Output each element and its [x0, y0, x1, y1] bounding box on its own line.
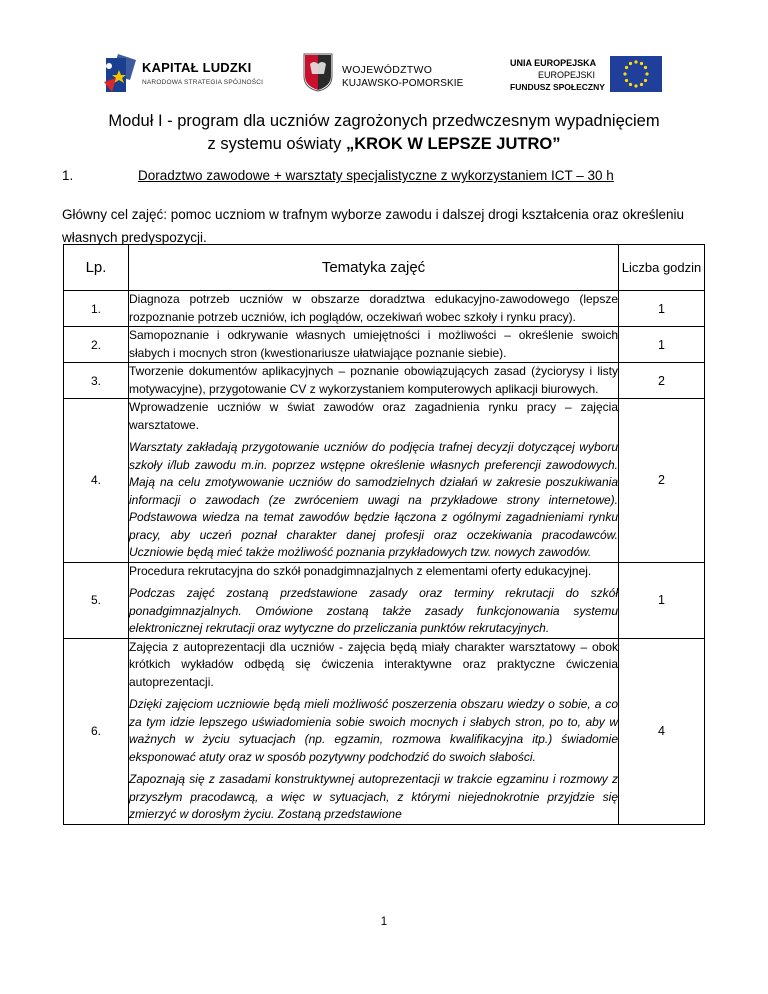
topic-title: Zajęcia z autoprezentacji dla uczniów - zajęcia będą miały charakter warsztatowy – obok krótkich wykładów odbędą się ćwiczenia interaktywne oraz praktyczne ćwiczenia autoprezentacji.: [129, 639, 618, 689]
title-line1: Moduł I - program dla uczniów zagrożonych przedwczesnym wypadnięciem: [108, 112, 660, 130]
wojewodztwo-line1: WOJEWÓDZTWO: [342, 64, 433, 76]
section-title: Doradztwo zawodowe + warsztaty specjalistyczne z wykorzystaniem ICT – 30 h: [138, 168, 614, 183]
topic-title: Tworzenie dokumentów aplikacyjnych – poznanie obowiązujących zasad (życiorysy i listy motywacyjne), przygotowanie CV z wykorzystaniem komputerowych aplikacji biurowych.: [129, 364, 618, 396]
topic-title: Samopoznanie i odkrywanie własnych umiejętności i możliwości – określenie swoich słabych i mocnych stron (kwestionariusze ułatwiające poznanie siebie).: [129, 328, 618, 360]
table-row: [64, 363, 705, 399]
row-lp: 5.: [64, 562, 129, 638]
topic-description: Zapoznają się z zasadami konstruktywnej autoprezentacji w trakcie egzaminu i rozmowy z przyszłym pracodawcą, a więc w sytuacjach, z którymi niejednokrotnie przyjdzie się zmierzyć w dorosłym życiu. Zostaną przedstawione: [129, 772, 618, 821]
topics-table: [63, 244, 705, 825]
row-topic: [129, 638, 619, 824]
goal-text: Główny cel zajęć: pomoc uczniom w trafnym wyborze zawodu i dalszej drogi kształcenia oraz określeniu własnych predyspozycji.: [62, 207, 685, 245]
header-logos: [0, 44, 768, 108]
topic-title: Procedura rekrutacyjna do szkół ponadgimnazjalnych z elementami oferty edukacyjnej.: [129, 563, 592, 578]
row-topic: [129, 399, 619, 563]
row-lp: 3.: [64, 363, 129, 399]
row-topic: [129, 327, 619, 363]
kapital-ludzki-subtitle: NARODOWA STRATEGIA SPÓJNOŚCI: [142, 79, 264, 86]
kapital-ludzki-emblem: [102, 52, 138, 96]
page-number: 1: [380, 916, 388, 928]
row-topic: [129, 562, 619, 638]
row-topic: [129, 291, 619, 327]
row-hours: 1: [619, 562, 705, 638]
topic-title: Wprowadzenie uczniów w świat zawodów oraz zagadnienia rynku pracy – zajęcia warsztatowe.: [129, 400, 618, 432]
row-hours: 1: [619, 327, 705, 363]
table-row: [64, 291, 705, 327]
document-title: [0, 110, 768, 156]
row-hours: 2: [619, 363, 705, 399]
table-row: [64, 638, 705, 824]
row-hours: 2: [619, 399, 705, 563]
row-lp: 2.: [64, 327, 129, 363]
eu-flag-icon: [610, 56, 662, 92]
row-lp: 4.: [64, 399, 129, 563]
title-line2: [0, 133, 768, 156]
topic-title: Diagnoza potrzeb uczniów w obszarze doradztwa edukacyjno-zawodowego (lepsze rozpoznanie potrzeb uczniów, ich poglądów, oczekiwań wobec szkoły i rynku pracy).: [129, 292, 618, 324]
header-lp: Lp.: [64, 245, 129, 291]
ue-logo: [510, 56, 660, 100]
section-number: 1.: [62, 168, 74, 183]
ue-line2: EUROPEJSKI: [538, 70, 596, 80]
kapital-ludzki-logo: [102, 52, 272, 100]
topic-description: Warsztaty zakładają przygotowanie uczniów do podjęcia trafnej decyzji dotyczącej wyboru szkoły i/lub zawodu m.in. poprzez wstępne określenie własnych preferencji zawodowych. Mają na celu zmotywowanie uczniów do samodzielnych działań w zakresie poszukiwania informacji o zawodach (ze zwróceniem uwagi na przykładowe strony internetowe). Podstawowa wiedza na temat zawodów będzie łączona z ogólnymi zagadnieniami rynku pracy, aby uczeń poznał charakter danej profesji oraz oczekiwania pracodawców. Uczniowie będą mieć także możliwość poznania przykładowych tzw. nowych zawodów.: [129, 440, 618, 559]
row-hours: 1: [619, 291, 705, 327]
row-topic: [129, 363, 619, 399]
row-lp: 6.: [64, 638, 129, 824]
title-program-name: „KROK W LEPSZE JUTRO”: [345, 135, 561, 153]
table-row: [64, 562, 705, 638]
wojewodztwo-line2: KUJAWSKO-POMORSKIE: [342, 78, 464, 89]
wojewodztwo-logo: [302, 52, 482, 100]
topic-description: Dzięki zajęciom uczniowie będą mieli możliwość poszerzenia obszaru wiedzy o sobie, a co za tym idzie lepszego uświadomienia sobie swoich mocnych i słabych stron, po to, aby w ważnych w życiu sytuacjach (np. egzamin, rozmowa kwalifikacyjna itp.) świadomie eksponować atuty oraz w sposób pozytywny podchodzić do swoich słabości.: [129, 697, 618, 764]
title-line2-prefix: z systemu oświaty: [207, 135, 346, 153]
header-topic: Tematyka zajęć: [129, 245, 619, 291]
header-hours: Liczba godzin: [619, 245, 705, 291]
wojewodztwo-crest: [302, 52, 334, 92]
kapital-ludzki-name: KAPITAŁ LUDZKI: [142, 60, 252, 75]
table-header-row: [64, 245, 705, 291]
table-row: [64, 399, 705, 563]
table-row: [64, 327, 705, 363]
row-hours: 4: [619, 638, 705, 824]
ue-line1: UNIA EUROPEJSKA: [510, 58, 597, 68]
ue-line3: FUNDUSZ SPOŁECZNY: [510, 82, 605, 92]
table-body: [64, 291, 705, 825]
topic-description: Podczas zajęć zostaną przedstawione zasady oraz terminy rekrutacji do szkół ponadgimnazjalnych. Omówione zostaną także zasady funkcjonowania systemu elektronicznej rekrutacji oraz wytyczne do przeliczania punktów rekrutacyjnych.: [129, 586, 618, 635]
row-lp: 1.: [64, 291, 129, 327]
